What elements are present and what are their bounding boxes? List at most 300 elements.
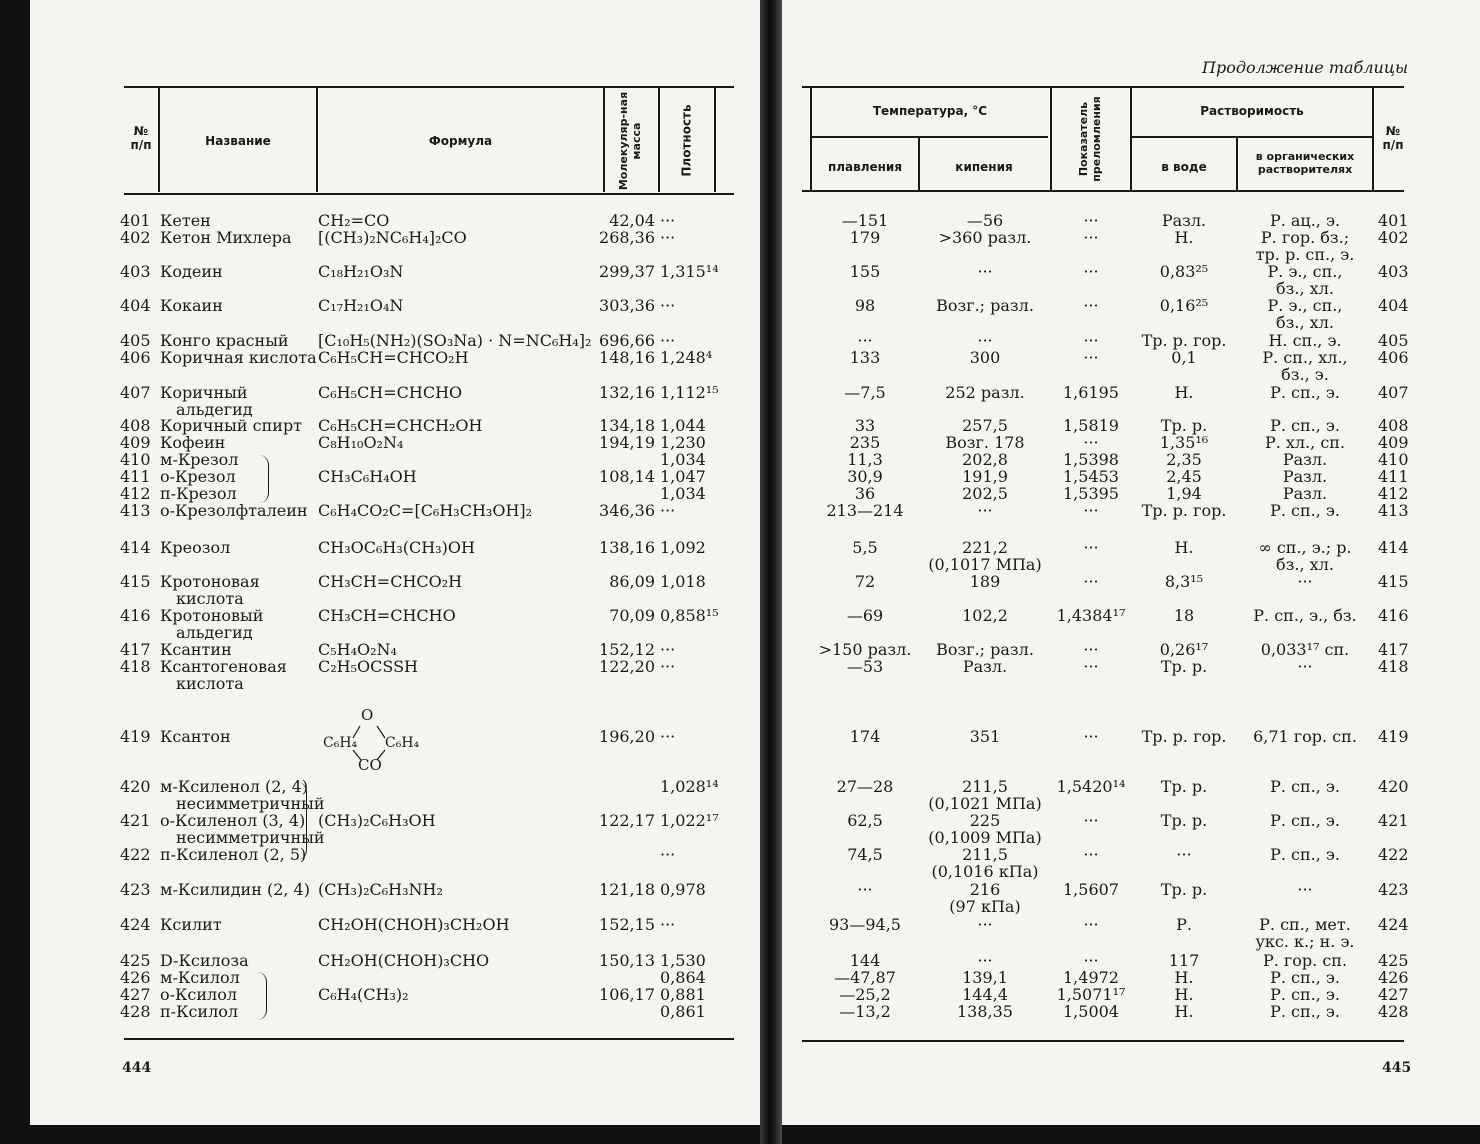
boiling-point: >360 разл. bbox=[938, 228, 1032, 247]
header-no-right: № п/п bbox=[1382, 124, 1404, 152]
boiling-point: ··· bbox=[977, 951, 993, 970]
compound-name: Кофеин bbox=[160, 433, 226, 452]
compound-formula: [(CH₃)₂NC₆H₄]₂CO bbox=[318, 228, 467, 247]
melting-point: 98 bbox=[854, 296, 876, 315]
water-solubility: 0,26¹⁷ bbox=[1159, 640, 1209, 659]
compound-name: D-Ксилоза bbox=[160, 951, 249, 970]
density: 0,978 bbox=[660, 880, 706, 899]
row-number-right: 401 bbox=[1378, 211, 1409, 230]
water-solubility: 8,3¹⁵ bbox=[1164, 572, 1204, 591]
density: 1,022¹⁷ bbox=[660, 811, 719, 830]
row-number-right: 421 bbox=[1378, 811, 1409, 830]
header-no: № п/п bbox=[130, 124, 152, 152]
compound-name: п-Ксиленол (2, 5) bbox=[160, 845, 307, 864]
compound-name: Ксантон bbox=[160, 727, 231, 746]
compound-name: п-Крезол bbox=[160, 484, 237, 503]
refractive-index: ··· bbox=[1083, 501, 1099, 520]
refractive-index: 1,6195 bbox=[1063, 383, 1119, 402]
row-number-right: 415 bbox=[1378, 572, 1409, 591]
molecular-mass: 134,18 bbox=[599, 416, 655, 435]
header-melting: плавления bbox=[827, 160, 903, 174]
molecular-mass: 194,19 bbox=[599, 433, 655, 452]
compound-name: Кетон Михлера bbox=[160, 228, 292, 247]
row-number: 428 bbox=[120, 1002, 151, 1021]
refractive-index: ··· bbox=[1083, 915, 1099, 934]
water-solubility: Н. bbox=[1174, 228, 1194, 247]
molecular-mass: 138,16 bbox=[599, 538, 655, 557]
compound-name: Кротоновый bbox=[160, 606, 264, 625]
water-solubility: Н. bbox=[1174, 538, 1194, 557]
row-number-right: 412 bbox=[1378, 484, 1409, 503]
refractive-index: ··· bbox=[1083, 228, 1099, 247]
water-solubility: 0,1 bbox=[1171, 348, 1197, 367]
density: 1,248⁴ bbox=[660, 348, 713, 367]
melting-point: 213—214 bbox=[826, 501, 904, 520]
row-number: 402 bbox=[120, 228, 151, 247]
organic-solubility: Р. гор. бз.; bbox=[1260, 228, 1350, 247]
compound-formula: CH₃CH=CHCHO bbox=[318, 606, 456, 625]
header-formula: Формула bbox=[428, 134, 493, 148]
header-water: в воде bbox=[1161, 160, 1207, 174]
row-number-right: 403 bbox=[1378, 262, 1409, 281]
header-mass: Молекуляр-ная масса bbox=[617, 91, 643, 191]
row-number: 421 bbox=[120, 811, 151, 830]
density: 0,864 bbox=[660, 968, 706, 987]
boiling-point: 202,5 bbox=[962, 484, 1008, 503]
organic-solubility: Разл. bbox=[1282, 450, 1328, 469]
organic-solubility: ∞ сп., э.; р. bbox=[1258, 538, 1352, 557]
refractive-index: 1,5819 bbox=[1063, 416, 1119, 435]
water-solubility: Н. bbox=[1174, 985, 1194, 1004]
row-number: 426 bbox=[120, 968, 151, 987]
water-solubility: Разл. bbox=[1161, 211, 1207, 230]
density: ··· bbox=[660, 211, 676, 230]
compound-name: Конго красный bbox=[160, 331, 289, 350]
melting-point: 155 bbox=[849, 262, 881, 281]
organic-solubility: Р. ац., э. bbox=[1269, 211, 1341, 230]
refractive-index: ··· bbox=[1083, 951, 1099, 970]
organic-solubility: Р. сп., э. bbox=[1270, 968, 1340, 987]
organic-solubility: Р. гор. сп. bbox=[1262, 951, 1348, 970]
organic-solubility: ··· bbox=[1297, 657, 1313, 676]
compound-name: Ксантин bbox=[160, 640, 232, 659]
density: ··· bbox=[660, 296, 676, 315]
boiling-point: Возг.; разл. bbox=[936, 640, 1034, 659]
row-number: 424 bbox=[120, 915, 151, 934]
xylene-group-brace bbox=[256, 972, 267, 1020]
melting-point: 174 bbox=[849, 727, 881, 746]
organic-solubility-cont: бз., хл. bbox=[1276, 279, 1334, 298]
density: ··· bbox=[660, 727, 676, 746]
row-number: 404 bbox=[120, 296, 151, 315]
boiling-point: ··· bbox=[977, 915, 993, 934]
melting-point: 27—28 bbox=[836, 777, 894, 796]
compound-formula: C₂H₅OCSSH bbox=[318, 657, 418, 676]
row-number: 412 bbox=[120, 484, 151, 503]
row-number-right: 406 bbox=[1378, 348, 1409, 367]
compound-name: Коричный спирт bbox=[160, 416, 303, 435]
density: ··· bbox=[660, 657, 676, 676]
density: 1,034 bbox=[660, 484, 706, 503]
col-divider bbox=[603, 88, 605, 192]
compound-formula: C₆H₅CH=CHCO₂H bbox=[318, 348, 469, 367]
xanthone-carbonyl: CO bbox=[358, 756, 382, 774]
refractive-index: 1,5607 bbox=[1063, 880, 1119, 899]
organic-solubility: Р. э., сп., bbox=[1267, 262, 1343, 281]
header-refraction: Показатель преломления bbox=[1077, 96, 1103, 182]
boiling-point: 144,4 bbox=[962, 985, 1008, 1004]
organic-solubility: Р. сп., э. bbox=[1270, 777, 1340, 796]
organic-solubility: Р. сп., э. bbox=[1270, 416, 1340, 435]
col-divider bbox=[714, 88, 716, 192]
compound-name: Коричный bbox=[160, 383, 248, 402]
water-solubility: Тр. р. bbox=[1160, 880, 1208, 899]
density: 1,315¹⁴ bbox=[660, 262, 719, 281]
refractive-index: ··· bbox=[1083, 433, 1099, 452]
molecular-mass: 303,36 bbox=[599, 296, 655, 315]
row-number: 416 bbox=[120, 606, 151, 625]
row-number: 425 bbox=[120, 951, 151, 970]
density: 1,530 bbox=[660, 951, 706, 970]
solubility-subheader-rule bbox=[1132, 136, 1372, 138]
water-solubility: Тр. р. гор. bbox=[1141, 501, 1227, 520]
organic-solubility: Р. сп., мет. bbox=[1259, 915, 1351, 934]
molecular-mass: 148,16 bbox=[599, 348, 655, 367]
refractive-index: ··· bbox=[1083, 331, 1099, 350]
compound-formula: C₅H₄O₂N₄ bbox=[318, 640, 397, 659]
compound-name: о-Ксиленол (3, 4) bbox=[160, 811, 306, 830]
row-number-right: 402 bbox=[1378, 228, 1409, 247]
header-temperature: Температура, °С bbox=[872, 104, 988, 118]
water-solubility: 1,94 bbox=[1166, 484, 1202, 503]
melting-point: ··· bbox=[857, 331, 873, 350]
row-number-right: 405 bbox=[1378, 331, 1409, 350]
boiling-point: 257,5 bbox=[962, 416, 1008, 435]
melting-point: —13,2 bbox=[839, 1002, 891, 1021]
boiling-pressure: (0,1021 МПа) bbox=[928, 794, 1042, 813]
row-number-right: 416 bbox=[1378, 606, 1409, 625]
row-number: 418 bbox=[120, 657, 151, 676]
organic-solubility-cont: бз., э. bbox=[1281, 365, 1329, 384]
melting-point: ··· bbox=[857, 880, 873, 899]
boiling-point: 351 bbox=[969, 727, 1001, 746]
row-number: 420 bbox=[120, 777, 151, 796]
organic-solubility-cont: укс. к.; н. э. bbox=[1255, 932, 1355, 951]
table-top-rule bbox=[802, 86, 1404, 88]
row-number-right: 414 bbox=[1378, 538, 1409, 557]
compound-name: Кетен bbox=[160, 211, 211, 230]
page-number-right: 445 bbox=[1382, 1060, 1412, 1076]
row-number-right: 410 bbox=[1378, 450, 1409, 469]
molecular-mass: 152,15 bbox=[599, 915, 655, 934]
water-solubility: Тр. р. bbox=[1160, 777, 1208, 796]
row-number: 422 bbox=[120, 845, 151, 864]
organic-solubility: Разл. bbox=[1282, 467, 1328, 486]
melting-point: —7,5 bbox=[844, 383, 886, 402]
molecular-mass: 346,36 bbox=[599, 501, 655, 520]
organic-solubility: ··· bbox=[1297, 572, 1313, 591]
temp-subheader-rule bbox=[812, 136, 1048, 138]
boiling-point: 202,8 bbox=[962, 450, 1008, 469]
melting-point: —69 bbox=[846, 606, 884, 625]
density: 0,861 bbox=[660, 1002, 706, 1021]
row-number-right: 413 bbox=[1378, 501, 1409, 520]
density: 1,034 bbox=[660, 450, 706, 469]
boiling-pressure: (0,1017 МПа) bbox=[928, 555, 1042, 574]
row-number-right: 417 bbox=[1378, 640, 1409, 659]
melting-point: 133 bbox=[849, 348, 881, 367]
row-number: 423 bbox=[120, 880, 151, 899]
organic-solubility-cont: бз., хл. bbox=[1276, 313, 1334, 332]
row-number-right: 404 bbox=[1378, 296, 1409, 315]
water-solubility: 2,35 bbox=[1166, 450, 1202, 469]
melting-point: 5,5 bbox=[852, 538, 878, 557]
compound-formula: C₁₈H₂₁O₃N bbox=[318, 262, 404, 281]
compound-name: Кокаин bbox=[160, 296, 223, 315]
right-page bbox=[782, 0, 1480, 1125]
melting-point: 179 bbox=[849, 228, 881, 247]
table-top-rule bbox=[124, 86, 734, 88]
density: ··· bbox=[660, 915, 676, 934]
row-number-right: 426 bbox=[1378, 968, 1409, 987]
row-number: 407 bbox=[120, 383, 151, 402]
compound-name: о-Крезолфталеин bbox=[160, 501, 308, 520]
water-solubility: 0,16²⁵ bbox=[1159, 296, 1209, 315]
density: 1,018 bbox=[660, 572, 706, 591]
organic-solubility: Р. хл., сп. bbox=[1264, 433, 1346, 452]
melting-point: 62,5 bbox=[847, 811, 883, 830]
boiling-point: 225 bbox=[969, 811, 1001, 830]
compound-name-cont: кислота bbox=[176, 589, 244, 608]
col-divider bbox=[658, 88, 660, 192]
water-solubility: 1,35¹⁶ bbox=[1159, 433, 1209, 452]
molecular-mass: 696,66 bbox=[599, 331, 655, 350]
compound-name: п-Ксилол bbox=[160, 1002, 239, 1021]
boiling-point: 139,1 bbox=[962, 968, 1008, 987]
compound-formula: C₆H₄(CH₃)₂ bbox=[318, 985, 409, 1004]
organic-solubility-cont: тр. р. сп., э. bbox=[1255, 245, 1355, 264]
xylenol-group-brace bbox=[296, 782, 307, 860]
page-number-left: 444 bbox=[122, 1060, 152, 1076]
organic-solubility: Разл. bbox=[1282, 484, 1328, 503]
boiling-point: 211,5 bbox=[962, 845, 1008, 864]
molecular-mass: 86,09 bbox=[609, 572, 655, 591]
melting-point: 33 bbox=[854, 416, 876, 435]
xanthone-structure bbox=[323, 706, 443, 776]
row-number-right: 427 bbox=[1378, 985, 1409, 1004]
table-bottom-rule bbox=[802, 1040, 1404, 1042]
left-page bbox=[30, 0, 760, 1125]
compound-name: Кротоновая bbox=[160, 572, 260, 591]
water-solubility: Н. bbox=[1174, 383, 1194, 402]
water-solubility: Тр. р. гор. bbox=[1141, 727, 1227, 746]
water-solubility: Н. bbox=[1174, 968, 1194, 987]
density: ··· bbox=[660, 640, 676, 659]
row-number-right: 408 bbox=[1378, 416, 1409, 435]
density: 1,028¹⁴ bbox=[660, 777, 719, 796]
boiling-point: ··· bbox=[977, 262, 993, 281]
boiling-point: 102,2 bbox=[962, 606, 1008, 625]
water-solubility: Н. bbox=[1174, 1002, 1194, 1021]
compound-formula: (CH₃)₂C₆H₃NH₂ bbox=[318, 880, 443, 899]
molecular-mass: 106,17 bbox=[599, 985, 655, 1004]
refractive-index: ··· bbox=[1083, 572, 1099, 591]
molecular-mass: 42,04 bbox=[609, 211, 655, 230]
row-number: 414 bbox=[120, 538, 151, 557]
boiling-point: Разл. bbox=[962, 657, 1008, 676]
row-number: 401 bbox=[120, 211, 151, 230]
header-solubility: Растворимость bbox=[1200, 104, 1304, 118]
row-number-right: 418 bbox=[1378, 657, 1409, 676]
organic-solubility: 0,033¹⁷ сп. bbox=[1260, 640, 1350, 659]
row-number-right: 420 bbox=[1378, 777, 1409, 796]
row-number: 403 bbox=[120, 262, 151, 281]
molecular-mass: 108,14 bbox=[599, 467, 655, 486]
boiling-point: 252 разл. bbox=[945, 383, 1025, 402]
boiling-point: ··· bbox=[977, 501, 993, 520]
refractive-index: 1,5453 bbox=[1063, 467, 1119, 486]
header-bottom-rule bbox=[802, 190, 1404, 192]
header-boiling: кипения bbox=[955, 160, 1013, 174]
boiling-pressure: (0,1016 кПа) bbox=[931, 862, 1039, 881]
boiling-point: 221,2 bbox=[962, 538, 1008, 557]
molecular-mass: 196,20 bbox=[599, 727, 655, 746]
compound-formula: CH₃C₆H₄OH bbox=[318, 467, 417, 486]
compound-formula: (CH₃)₂C₆H₃OH bbox=[318, 811, 436, 830]
refractive-index: 1,5420¹⁴ bbox=[1056, 777, 1126, 796]
row-number: 413 bbox=[120, 501, 151, 520]
organic-solubility: 6,71 гор. сп. bbox=[1253, 727, 1357, 746]
compound-formula: [C₁₀H₅(NH₂)(SO₃Na) · N=NC₆H₄]₂ bbox=[318, 331, 592, 350]
melting-point: 30,9 bbox=[847, 467, 883, 486]
organic-solubility: Р. сп., э. bbox=[1270, 985, 1340, 1004]
row-number: 419 bbox=[120, 727, 151, 746]
melting-point: 144 bbox=[849, 951, 881, 970]
boiling-point: 138,35 bbox=[957, 1002, 1013, 1021]
water-solubility: 117 bbox=[1168, 951, 1200, 970]
organic-solubility: Р. сп., э. bbox=[1270, 1002, 1340, 1021]
melting-point: 74,5 bbox=[847, 845, 883, 864]
melting-point: 11,3 bbox=[847, 450, 883, 469]
compound-name: о-Крезол bbox=[160, 467, 236, 486]
boiling-point: 300 bbox=[969, 348, 1001, 367]
organic-solubility: Н. сп., э. bbox=[1268, 331, 1342, 350]
xanthone-left-ring: C₆H₄ bbox=[323, 735, 358, 751]
refractive-index: ··· bbox=[1083, 727, 1099, 746]
compound-formula: CH₂OH(CHOH)₃CHO bbox=[318, 951, 490, 970]
row-number-right: 423 bbox=[1378, 880, 1409, 899]
melting-point: —53 bbox=[846, 657, 884, 676]
compound-name: м-Ксилол bbox=[160, 968, 240, 987]
row-number-right: 428 bbox=[1378, 1002, 1409, 1021]
melting-point: 72 bbox=[854, 572, 876, 591]
compound-name-cont: несимметричный bbox=[176, 828, 325, 847]
compound-formula: C₁₇H₂₁O₄N bbox=[318, 296, 404, 315]
refractive-index: ··· bbox=[1083, 811, 1099, 830]
compound-formula: CH₂OH(CHOH)₃CH₂OH bbox=[318, 915, 510, 934]
molecular-mass: 121,18 bbox=[599, 880, 655, 899]
water-solubility: 18 bbox=[1173, 606, 1195, 625]
refractive-index: ··· bbox=[1083, 640, 1099, 659]
compound-formula: C₆H₅CH=CHCH₂OH bbox=[318, 416, 483, 435]
water-solubility: Тр. р. гор. bbox=[1141, 331, 1227, 350]
xanthone-oxygen: O bbox=[361, 706, 374, 724]
col-divider bbox=[1050, 88, 1052, 190]
row-number-right: 425 bbox=[1378, 951, 1409, 970]
compound-name: Ксилит bbox=[160, 915, 222, 934]
density: 1,092 bbox=[660, 538, 706, 557]
refractive-index: 1,5071¹⁷ bbox=[1056, 985, 1126, 1004]
organic-solubility: Р. э., сп., bbox=[1267, 296, 1343, 315]
compound-name: Коричная кислота bbox=[160, 348, 317, 367]
header-organic: в органических растворителях bbox=[1255, 150, 1355, 176]
row-number: 409 bbox=[120, 433, 151, 452]
row-number: 415 bbox=[120, 572, 151, 591]
melting-point: —25,2 bbox=[839, 985, 891, 1004]
header-bottom-rule bbox=[124, 193, 734, 195]
water-solubility: Тр. р. bbox=[1160, 811, 1208, 830]
density: 1,230 bbox=[660, 433, 706, 452]
water-solubility: 0,83²⁵ bbox=[1159, 262, 1209, 281]
water-solubility: Р. bbox=[1176, 915, 1192, 934]
organic-solubility: Р. сп., э. bbox=[1270, 845, 1340, 864]
molecular-mass: 299,37 bbox=[599, 262, 655, 281]
row-number: 406 bbox=[120, 348, 151, 367]
melting-point: 36 bbox=[854, 484, 876, 503]
boiling-pressure: (0,1009 МПа) bbox=[928, 828, 1042, 847]
refractive-index: 1,4972 bbox=[1063, 968, 1119, 987]
boiling-point: ··· bbox=[977, 331, 993, 350]
compound-formula: C₈H₁₀O₂N₄ bbox=[318, 433, 404, 452]
compound-formula: C₆H₄CO₂C=[C₆H₃CH₃OH]₂ bbox=[318, 501, 533, 520]
col-divider bbox=[1372, 88, 1374, 190]
molecular-mass: 150,13 bbox=[599, 951, 655, 970]
organic-solubility: ··· bbox=[1297, 880, 1313, 899]
density: 1,044 bbox=[660, 416, 706, 435]
boiling-point: 211,5 bbox=[962, 777, 1008, 796]
melting-point: 93—94,5 bbox=[829, 915, 901, 934]
compound-formula: CH₃OC₆H₃(CH₃)OH bbox=[318, 538, 475, 557]
refractive-index: 1,4384¹⁷ bbox=[1056, 606, 1126, 625]
water-solubility: Тр. р. bbox=[1160, 657, 1208, 676]
compound-name-cont: альдегид bbox=[176, 400, 253, 419]
melting-point: >150 разл. bbox=[818, 640, 912, 659]
boiling-point: —56 bbox=[966, 211, 1004, 230]
organic-solubility: Р. сп., э. bbox=[1270, 501, 1340, 520]
row-number-right: 409 bbox=[1378, 433, 1409, 452]
compound-name-cont: альдегид bbox=[176, 623, 253, 642]
book-gutter bbox=[760, 0, 782, 1144]
boiling-point: 216 bbox=[969, 880, 1001, 899]
density: ··· bbox=[660, 501, 676, 520]
refractive-index: ··· bbox=[1083, 348, 1099, 367]
compound-name: Креозол bbox=[160, 538, 231, 557]
row-number: 405 bbox=[120, 331, 151, 350]
header-name: Название bbox=[205, 134, 271, 148]
molecular-mass: 122,17 bbox=[599, 811, 655, 830]
compound-name: м-Ксилидин (2, 4) bbox=[160, 880, 310, 899]
compound-name: о-Ксилол bbox=[160, 985, 238, 1004]
row-number: 417 bbox=[120, 640, 151, 659]
boiling-pressure: (97 кПа) bbox=[949, 897, 1021, 916]
row-number-right: 424 bbox=[1378, 915, 1409, 934]
refractive-index: 1,5004 bbox=[1063, 1002, 1119, 1021]
molecular-mass: 70,09 bbox=[609, 606, 655, 625]
organic-solubility: Р. сп., э. bbox=[1270, 383, 1340, 402]
table-bottom-rule bbox=[124, 1038, 734, 1040]
density: ··· bbox=[660, 331, 676, 350]
compound-name: м-Крезол bbox=[160, 450, 239, 469]
